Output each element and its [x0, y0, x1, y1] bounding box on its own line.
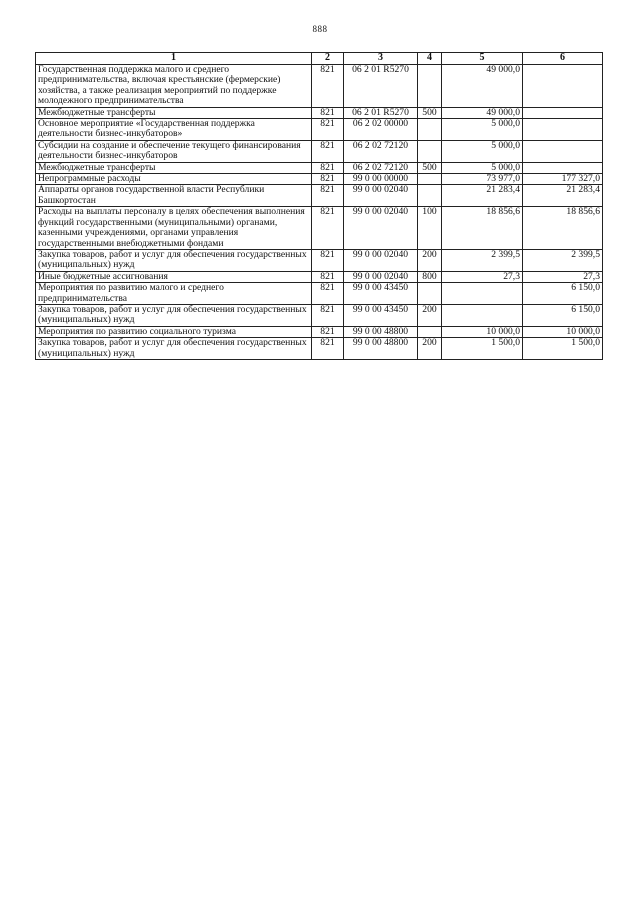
amount-col5-cell: 49 000,0 — [442, 65, 523, 108]
column-header: 6 — [523, 53, 603, 65]
expense-name-cell: Закупка товаров, работ и услуг для обеспечения государственных (муниципальных) нужд — [36, 249, 312, 271]
amount-col6-cell: 177 327,0 — [523, 174, 603, 185]
column-header: 1 — [36, 53, 312, 65]
department-code-cell: 821 — [312, 119, 344, 141]
amount-col6-cell — [523, 162, 603, 173]
expense-type-cell — [418, 119, 442, 141]
expense-type-cell — [418, 140, 442, 162]
table-row — [36, 185, 603, 207]
department-code-cell: 821 — [312, 162, 344, 173]
expense-name-cell: Мероприятия по развитию социального туризма — [36, 326, 312, 337]
department-code-cell: 821 — [312, 185, 344, 207]
expense-type-cell: 100 — [418, 207, 442, 250]
department-code-cell: 821 — [312, 271, 344, 282]
table-row — [36, 207, 603, 250]
amount-col5-cell: 2 399,5 — [442, 249, 523, 271]
target-article-cell: 99 0 00 48800 — [344, 338, 418, 360]
table-row — [36, 119, 603, 141]
expense-type-cell: 200 — [418, 304, 442, 326]
expense-type-cell — [418, 174, 442, 185]
amount-col5-cell — [442, 283, 523, 305]
target-article-cell: 99 0 00 43450 — [344, 283, 418, 305]
target-article-cell: 99 0 00 02040 — [344, 271, 418, 282]
expense-type-cell: 800 — [418, 271, 442, 282]
amount-col5-cell: 73 977,0 — [442, 174, 523, 185]
expense-name-cell: Основное мероприятие «Государственная поддержка деятельности бизнес-инкубаторов» — [36, 119, 312, 141]
amount-col5-cell: 21 283,4 — [442, 185, 523, 207]
amount-col6-cell: 6 150,0 — [523, 283, 603, 305]
amount-col5-cell: 49 000,0 — [442, 107, 523, 118]
target-article-cell: 99 0 00 48800 — [344, 326, 418, 337]
department-code-cell: 821 — [312, 304, 344, 326]
target-article-cell: 06 2 02 00000 — [344, 119, 418, 141]
amount-col6-cell: 27,3 — [523, 271, 603, 282]
expense-name-cell: Межбюджетные трансферты — [36, 162, 312, 173]
department-code-cell: 821 — [312, 107, 344, 118]
expense-name-cell: Государственная поддержка малого и среднего предпринимательства, включая крестьянские (фермерские) хозяйства, а также реализация мероприятий по поддержке молодежного предпринимательства — [36, 65, 312, 108]
amount-col6-cell — [523, 119, 603, 141]
amount-col5-cell: 5 000,0 — [442, 119, 523, 141]
expense-name-cell: Закупка товаров, работ и услуг для обеспечения государственных (муниципальных) нужд — [36, 338, 312, 360]
target-article-cell: 99 0 00 02040 — [344, 207, 418, 250]
column-header: 2 — [312, 53, 344, 65]
amount-col6-cell: 1 500,0 — [523, 338, 603, 360]
table-header-row — [36, 53, 603, 65]
amount-col6-cell — [523, 65, 603, 108]
expense-name-cell: Субсидии на создание и обеспечение текущего финансирования деятельности бизнес-инкубаторов — [36, 140, 312, 162]
amount-col5-cell: 5 000,0 — [442, 162, 523, 173]
page-number: 888 — [312, 24, 328, 34]
department-code-cell: 821 — [312, 338, 344, 360]
column-header: 5 — [442, 53, 523, 65]
department-code-cell: 821 — [312, 283, 344, 305]
table-row — [36, 271, 603, 282]
target-article-cell: 06 2 01 R5270 — [344, 107, 418, 118]
department-code-cell: 821 — [312, 326, 344, 337]
table-row — [36, 107, 603, 118]
expense-name-cell: Иные бюджетные ассигнования — [36, 271, 312, 282]
amount-col6-cell — [523, 140, 603, 162]
expense-type-cell: 200 — [418, 338, 442, 360]
table-row — [36, 283, 603, 305]
amount-col5-cell: 10 000,0 — [442, 326, 523, 337]
table-row — [36, 304, 603, 326]
target-article-cell: 99 0 00 02040 — [344, 185, 418, 207]
amount-col6-cell: 18 856,6 — [523, 207, 603, 250]
department-code-cell: 821 — [312, 249, 344, 271]
department-code-cell: 821 — [312, 174, 344, 185]
target-article-cell: 06 2 01 R5270 — [344, 65, 418, 108]
expense-type-cell — [418, 326, 442, 337]
target-article-cell: 06 2 02 72120 — [344, 140, 418, 162]
expense-name-cell: Расходы на выплаты персоналу в целях обеспечения выполнения функций государственными (муниципальными) органами, казенными учреждениями, органами управления государственными внебюджетными фондами — [36, 207, 312, 250]
amount-col5-cell — [442, 304, 523, 326]
table-row — [36, 174, 603, 185]
expense-name-cell: Закупка товаров, работ и услуг для обеспечения государственных (муниципальных) нужд — [36, 304, 312, 326]
budget-table — [35, 52, 603, 360]
amount-col5-cell: 18 856,6 — [442, 207, 523, 250]
amount-col6-cell: 10 000,0 — [523, 326, 603, 337]
department-code-cell: 821 — [312, 140, 344, 162]
expense-type-cell — [418, 65, 442, 108]
target-article-cell: 99 0 00 02040 — [344, 249, 418, 271]
expense-name-cell: Аппараты органов государственной власти Республики Башкортостан — [36, 185, 312, 207]
expense-name-cell: Мероприятия по развитию малого и среднего предпринимательства — [36, 283, 312, 305]
column-header: 4 — [418, 53, 442, 65]
table-row — [36, 162, 603, 173]
target-article-cell: 99 0 00 43450 — [344, 304, 418, 326]
expense-type-cell — [418, 283, 442, 305]
column-header: 3 — [344, 53, 418, 65]
target-article-cell: 99 0 00 00000 — [344, 174, 418, 185]
amount-col5-cell: 1 500,0 — [442, 338, 523, 360]
expense-type-cell — [418, 185, 442, 207]
amount-col6-cell: 2 399,5 — [523, 249, 603, 271]
amount-col6-cell: 21 283,4 — [523, 185, 603, 207]
table-row — [36, 326, 603, 337]
department-code-cell: 821 — [312, 65, 344, 108]
table-row — [36, 65, 603, 108]
department-code-cell: 821 — [312, 207, 344, 250]
amount-col6-cell — [523, 107, 603, 118]
table-row — [36, 338, 603, 360]
expense-type-cell: 200 — [418, 249, 442, 271]
amount-col5-cell: 5 000,0 — [442, 140, 523, 162]
target-article-cell: 06 2 02 72120 — [344, 162, 418, 173]
table-row — [36, 249, 603, 271]
expense-name-cell: Непрограммные расходы — [36, 174, 312, 185]
amount-col5-cell: 27,3 — [442, 271, 523, 282]
expense-type-cell: 500 — [418, 107, 442, 118]
expense-name-cell: Межбюджетные трансферты — [36, 107, 312, 118]
amount-col6-cell: 6 150,0 — [523, 304, 603, 326]
table-row — [36, 140, 603, 162]
expense-type-cell: 500 — [418, 162, 442, 173]
